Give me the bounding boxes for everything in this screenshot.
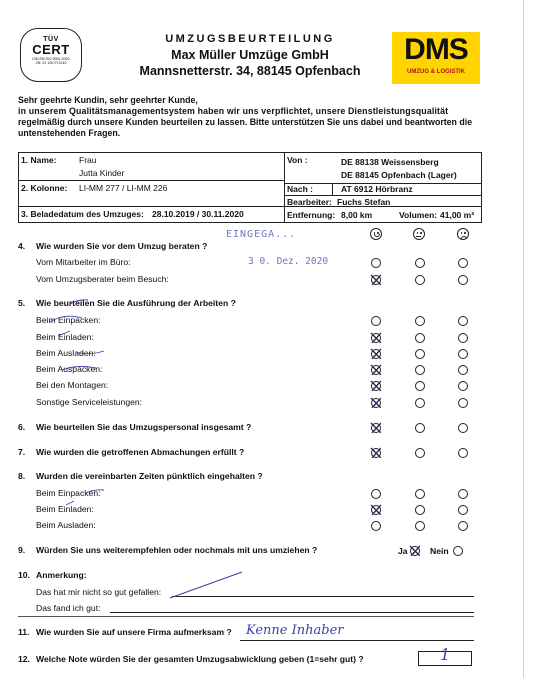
von-label: Von :	[287, 155, 308, 165]
q11-number: 11.	[18, 627, 30, 637]
q12-text: Welche Note würden Sie der gesamten Umzugsabwicklung geben (1=sehr gut) ?	[36, 654, 364, 664]
kolonne-label: 2. Kolonne:	[21, 183, 68, 193]
bearbeiter-label: Bearbeiter:	[287, 197, 332, 207]
entfernung-label: Entfernung:	[287, 210, 336, 220]
kolonne-value: LI-MM 277 / LI-MM 226	[79, 183, 168, 193]
entfernung-value: 8,00 km	[341, 210, 373, 220]
tuv-cert-line1: DIN EN ISO 9001:2000	[32, 57, 70, 61]
von-line2: DE 88145 Opfenbach (Lager)	[341, 170, 457, 180]
q4-text: Wie wurden Sie vor dem Umzug beraten ?	[36, 241, 208, 251]
q5-option-a: Beim Einpacken:	[36, 315, 101, 325]
dms-logo-subtitle: UMZUG & LOGISTIK	[407, 69, 465, 75]
q9-text: Würden Sie uns weiterempfehlen oder nochmals mit uns umziehen ?	[36, 545, 318, 555]
intro-line3: untenstehenden Fragen.	[18, 128, 121, 138]
q11-text: Wie wurden Sie auf unsere Firma aufmerksam ?	[36, 627, 232, 637]
intro-line2: regelmäßig durch unsere Kunden beurteilen zu lassen. Bitte unterstützen Sie uns dabei und beantworten die	[18, 117, 473, 127]
q10-option-a: Das hat mir nicht so gut gefallen:	[36, 587, 162, 597]
q5-option-b: Beim Einladen:	[36, 332, 94, 342]
company-name: Max Müller Umzüge GmbH	[171, 48, 329, 62]
q5-option-f: Sonstige Serviceleistungen:	[36, 397, 143, 407]
name-title: Frau	[79, 155, 97, 165]
q8-option-a: Beim Einpacken:	[36, 488, 101, 498]
tuv-brand: TÜV CERT	[32, 36, 70, 57]
q5-pen-stroke-b	[58, 331, 70, 336]
q4-option-a: Vom Mitarbeiter im Büro:	[36, 257, 131, 267]
intro-greeting: Sehr geehrte Kundin, sehr geehrter Kunde,	[18, 95, 198, 105]
received-stamp-label: EINGEGA...	[226, 229, 297, 240]
company-address: Mannsnetterstr. 34, 88145 Opfenbach	[139, 64, 361, 78]
q7-text: Wie wurden die getroffenen Abmachungen erfüllt ?	[36, 447, 245, 457]
q10-option-b: Das fand ich gut:	[36, 603, 101, 613]
q5-pen-stroke-e	[70, 300, 88, 304]
datum-label: 3. Beladedatum des Umzuges:	[21, 209, 144, 219]
q9-no-label: Nein	[430, 546, 449, 556]
q5-pen-stroke-d	[62, 366, 96, 370]
q7-number: 7.	[18, 447, 26, 457]
q6-text: Wie beurteilen Sie das Umzugspersonal insgesamt ?	[36, 422, 252, 432]
q10-number: 10.	[18, 570, 30, 580]
q5-number: 5.	[18, 298, 26, 308]
tuv-cert-line2: ZN: 01 100 071243	[35, 61, 67, 66]
dms-logo-text: DMS	[404, 33, 468, 66]
q5-option-d: Beim Auspacken:	[36, 364, 103, 374]
q5-option-e: Bei den Montagen:	[36, 380, 109, 390]
q8-pen-stroke-a	[86, 490, 104, 493]
q6-number: 6.	[18, 422, 26, 432]
q10-text: Anmerkung:	[36, 570, 87, 580]
bearbeiter-value: Fuchs Stefan	[337, 197, 391, 207]
q10-strike-stroke	[170, 572, 242, 598]
volumen-value: 41,00 m³	[440, 210, 475, 220]
q5-text: Wie beurteilen Sie die Ausführung der Arbeiten ?	[36, 298, 236, 308]
von-line1: DE 88138 Weissensberg	[341, 157, 439, 167]
volumen-label: Volumen:	[399, 210, 438, 220]
q12-number: 12.	[18, 654, 30, 664]
q8-option-c: Beim Ausladen:	[36, 520, 96, 530]
q4-option-b: Vom Umzugsberater beim Besuch:	[36, 274, 169, 284]
received-stamp-date: 3 0. Dez. 2020	[248, 256, 329, 267]
nach-label: Nach :	[287, 184, 313, 194]
form-title: UMZUGSBEURTEILUNG	[165, 33, 335, 45]
name-label: 1. Name:	[21, 155, 57, 165]
q11-handwritten-answer: Kenne Inhaber	[246, 623, 344, 638]
q8-text: Wurden die vereinbarten Zeiten pünktlich eingehalten ?	[36, 471, 263, 481]
datum-value: 28.10.2019 / 30.11.2020	[152, 209, 244, 219]
q5-option-c: Beim Ausladen:	[36, 348, 96, 358]
q5-pen-stroke-a	[50, 316, 82, 322]
q8-number: 8.	[18, 471, 26, 481]
q9-yes-label: Ja	[398, 546, 408, 556]
name-value: Jutta Kinder	[79, 168, 125, 178]
q8-pen-stroke-b	[66, 501, 74, 505]
q9-number: 9.	[18, 545, 26, 555]
q5-pen-stroke-c	[76, 351, 104, 354]
q8-option-b: Beim Einladen:	[36, 504, 94, 514]
nach-value: AT 6912 Hörbranz	[341, 184, 413, 194]
intro-line1: in unserem Qualitätsmanagementsystem haben wir uns verpflichtet, unsere Dienstleistungsqualität	[18, 106, 449, 116]
q4-number: 4.	[18, 241, 26, 251]
q12-handwritten-answer: 1	[440, 645, 451, 664]
